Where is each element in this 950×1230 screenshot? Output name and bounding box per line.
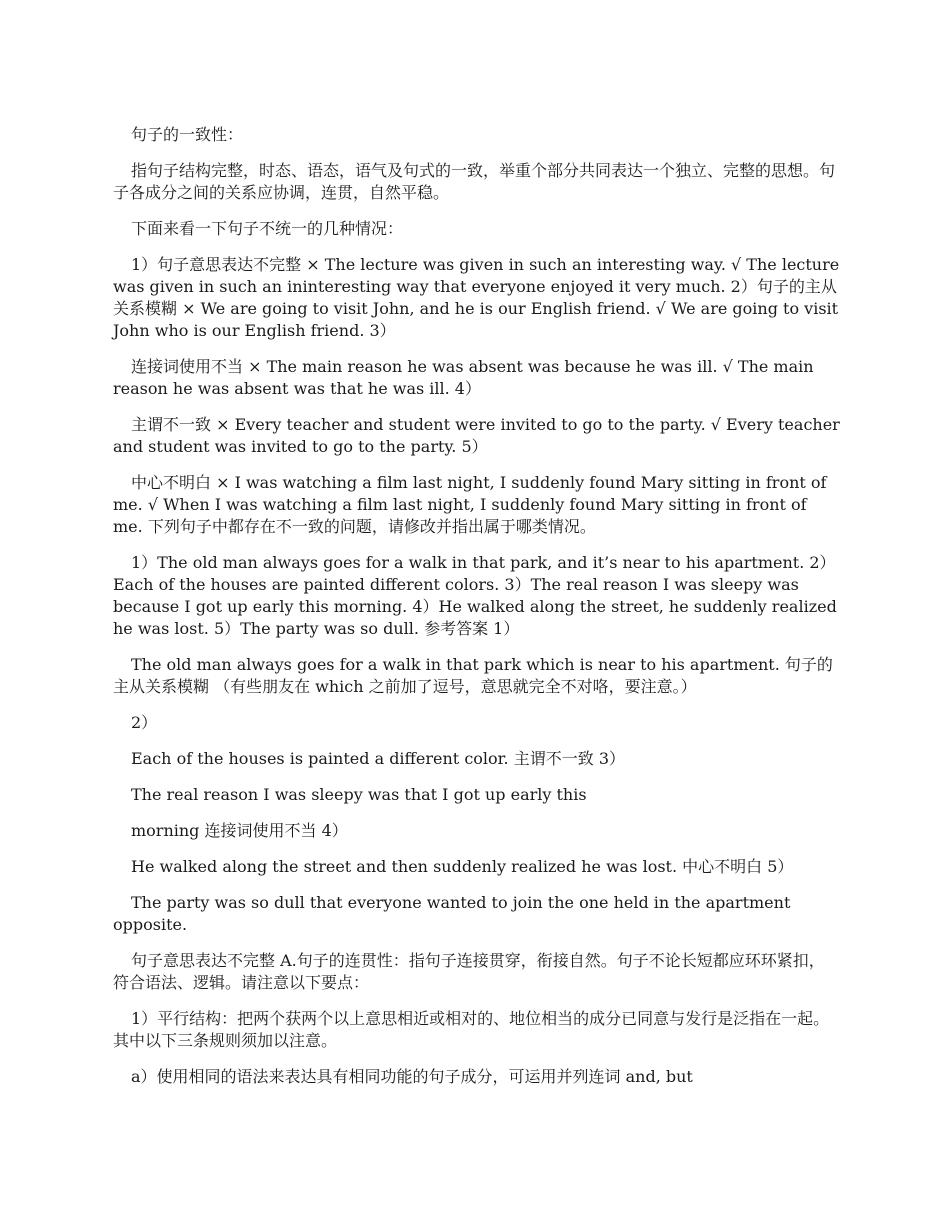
paragraph-coherence: 句子意思表达不完整 A.句子的连贯性：指句子连接贯穿，衔接自然。句子不论长短都应环环紧扣，符合语法、逻辑。请注意以下要点： — [113, 951, 825, 992]
paragraph-answer-5: The party was so dull that everyone wanted to join the one held in the apartment opposite. — [113, 893, 791, 934]
document-page — [113, 124, 840, 1102]
paragraph-intro-cases: 下面来看一下句子不统一的几种情况： — [131, 219, 404, 238]
paragraph-case-1-2: 1）句子意思表达不完整 × The lecture was given in such an interesting way. √ The lecture was given in such an ininteresting way that everyone enjoyed it very much. 2）句子的主从关系模糊 × We are going to visit John, and he is our English friend. √ We are going to visit John who is our English friend. 3） — [113, 255, 840, 340]
paragraph-definition: 指句子结构完整，时态、语态，语气及句式的一致，举重个部分共同表达一个独立、完整的思想。句子各成分之间的关系应协调，连贯，自然平稳。 — [113, 161, 836, 202]
paragraph-parallel-structure: 1）平行结构：把两个获两个以上意思相近或相对的、地位相当的成分已同意与发行是泛指在一起。其中以下三条规则须加以注意。 — [113, 1009, 830, 1050]
paragraph-answer-3-part-2: morning 连接词使用不当 4） — [131, 821, 348, 840]
paragraph-answer-2-label: 2） — [131, 713, 158, 732]
paragraph-rule-a: a）使用相同的语法来表达具有相同功能的句子成分，可运用并列连词 and, but — [131, 1067, 693, 1086]
paragraph-case-5: 中心不明白 × I was watching a film last night, I suddenly found Mary sitting in front of me. √ When I was watching a film last night, I suddenly found Mary sitting in front of me. 下列句子中都存在不一致的问题，请修改并指出属于哪类情况。 — [113, 473, 827, 536]
paragraph-answer-3-part-1: The real reason I was sleepy was that I got up early this — [131, 785, 587, 804]
paragraph-case-4: 主谓不一致 × Every teacher and student were invited to go to the party. √ Every teacher and student was invited to go to the party. 5） — [113, 415, 840, 456]
paragraph-answer-4: He walked along the street and then suddenly realized he was lost. 中心不明白 5） — [131, 857, 794, 876]
paragraph-case-3: 连接词使用不当 × The main reason he was absent was because he was ill. √ The main reason he was absent was that he was ill. 4） — [113, 357, 814, 398]
paragraph-exercises: 1）The old man always goes for a walk in that park, and it’s near to his apartment. 2）Each of the houses are painted different colors. 3）The real reason I was sleepy was because I got up early this morning. 4）He walked along the street, he suddenly realized he was lost. 5）The party was so dull. 参考答案 1） — [113, 553, 837, 638]
paragraph-heading-consistency: 句子的一致性： — [131, 125, 244, 144]
paragraph-answer-2: Each of the houses is painted a different color. 主谓不一致 3） — [131, 749, 625, 768]
paragraph-answer-1: The old man always goes for a walk in that park which is near to his apartment. 句子的主从关系模糊 （有些朋友在 which 之前加了逗号，意思就完全不对咯，要注意。） — [113, 655, 833, 696]
